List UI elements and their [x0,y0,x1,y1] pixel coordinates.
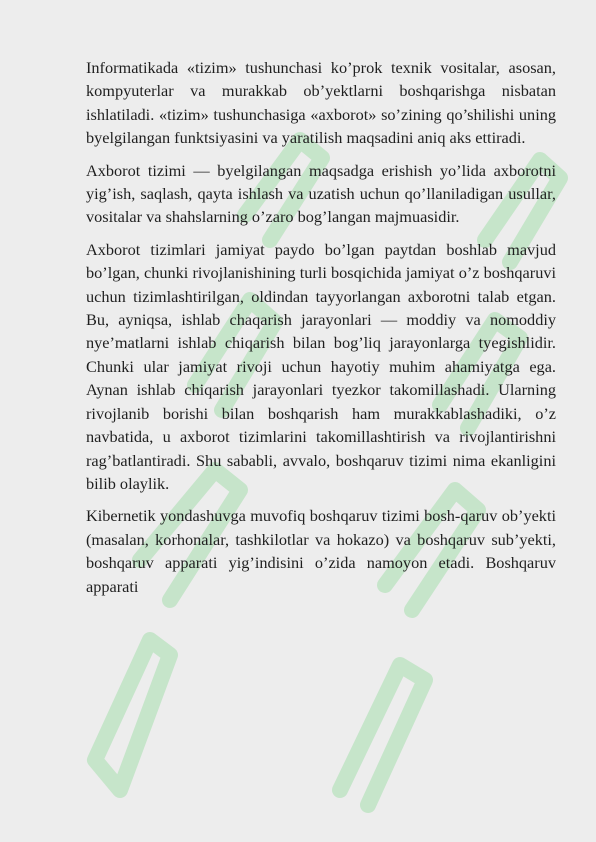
paragraph-4: Kibernetik yondashuvga muvofiq boshqaruv tizimi bosh-qaruv ob’yekti (masalan, korhonalar, tashkilotlar va hokazo) va boshqaruv sub’yekti, boshqaruv apparati yig’indisini o’zida namoyon etadi. Boshqaruv apparati [86,506,556,596]
paragraph-3: Axborot tizimlari jamiyat paydo bo’lgan paytdan boshlab mavjud bo’lgan, chunki rivojlanishining turli bosqichida jamiyat o’z boshqaruvi uchun tizimlashtirilgan, oldindan tayyorlangan axborotni talab etgan. Bu, ayniqsa, ishlab chaqarish jarayonlari — moddiy va nomoddiy nye’matlarni ishlab chiqarish bilan bog’liq jarayonlarga tyegishlidir. Chunki ular jamiyat rivoji uchun hayotiy muhim ahamiyatga ega. Aynan ishlab chiqarish jarayonlari tyezkor takomillashadi. Ularning rivojlanib borishi bilan boshqarish ham murakkablashadiki, o’z navbatida, u axborot tizimlarini takomillashtirish va rivojlantirishni rag’batlantiradi. Shu sababli, avvalo, boshqaruv tizimi nima ekanligini bilib olaylik. [86,239,556,493]
paragraph-2: Axborot tizimi — byelgilangan maqsadga erishish yo’lida axborotni yig’ish, saqlash, qayta ishlash va uzatish uchun qo’llaniladigan usullar, vositalar va shahslarning o’zaro bog’langan majmuasidir. [86,160,556,227]
document-page [86,56,556,816]
paragraph-1: Informatikada «tizim» tushunchasi ko’prok texnik vositalar, asosan, kompyuterlar va murakkab ob’yektlarni boshqarishga nisbatan ishlatiladi. «tizim» tushunchasiga «axborot» so’zining qo’shilishi uning byelgilangan funktsiyasini va yaratilish maqsadini aniq aks ettiradi. [86,58,556,148]
